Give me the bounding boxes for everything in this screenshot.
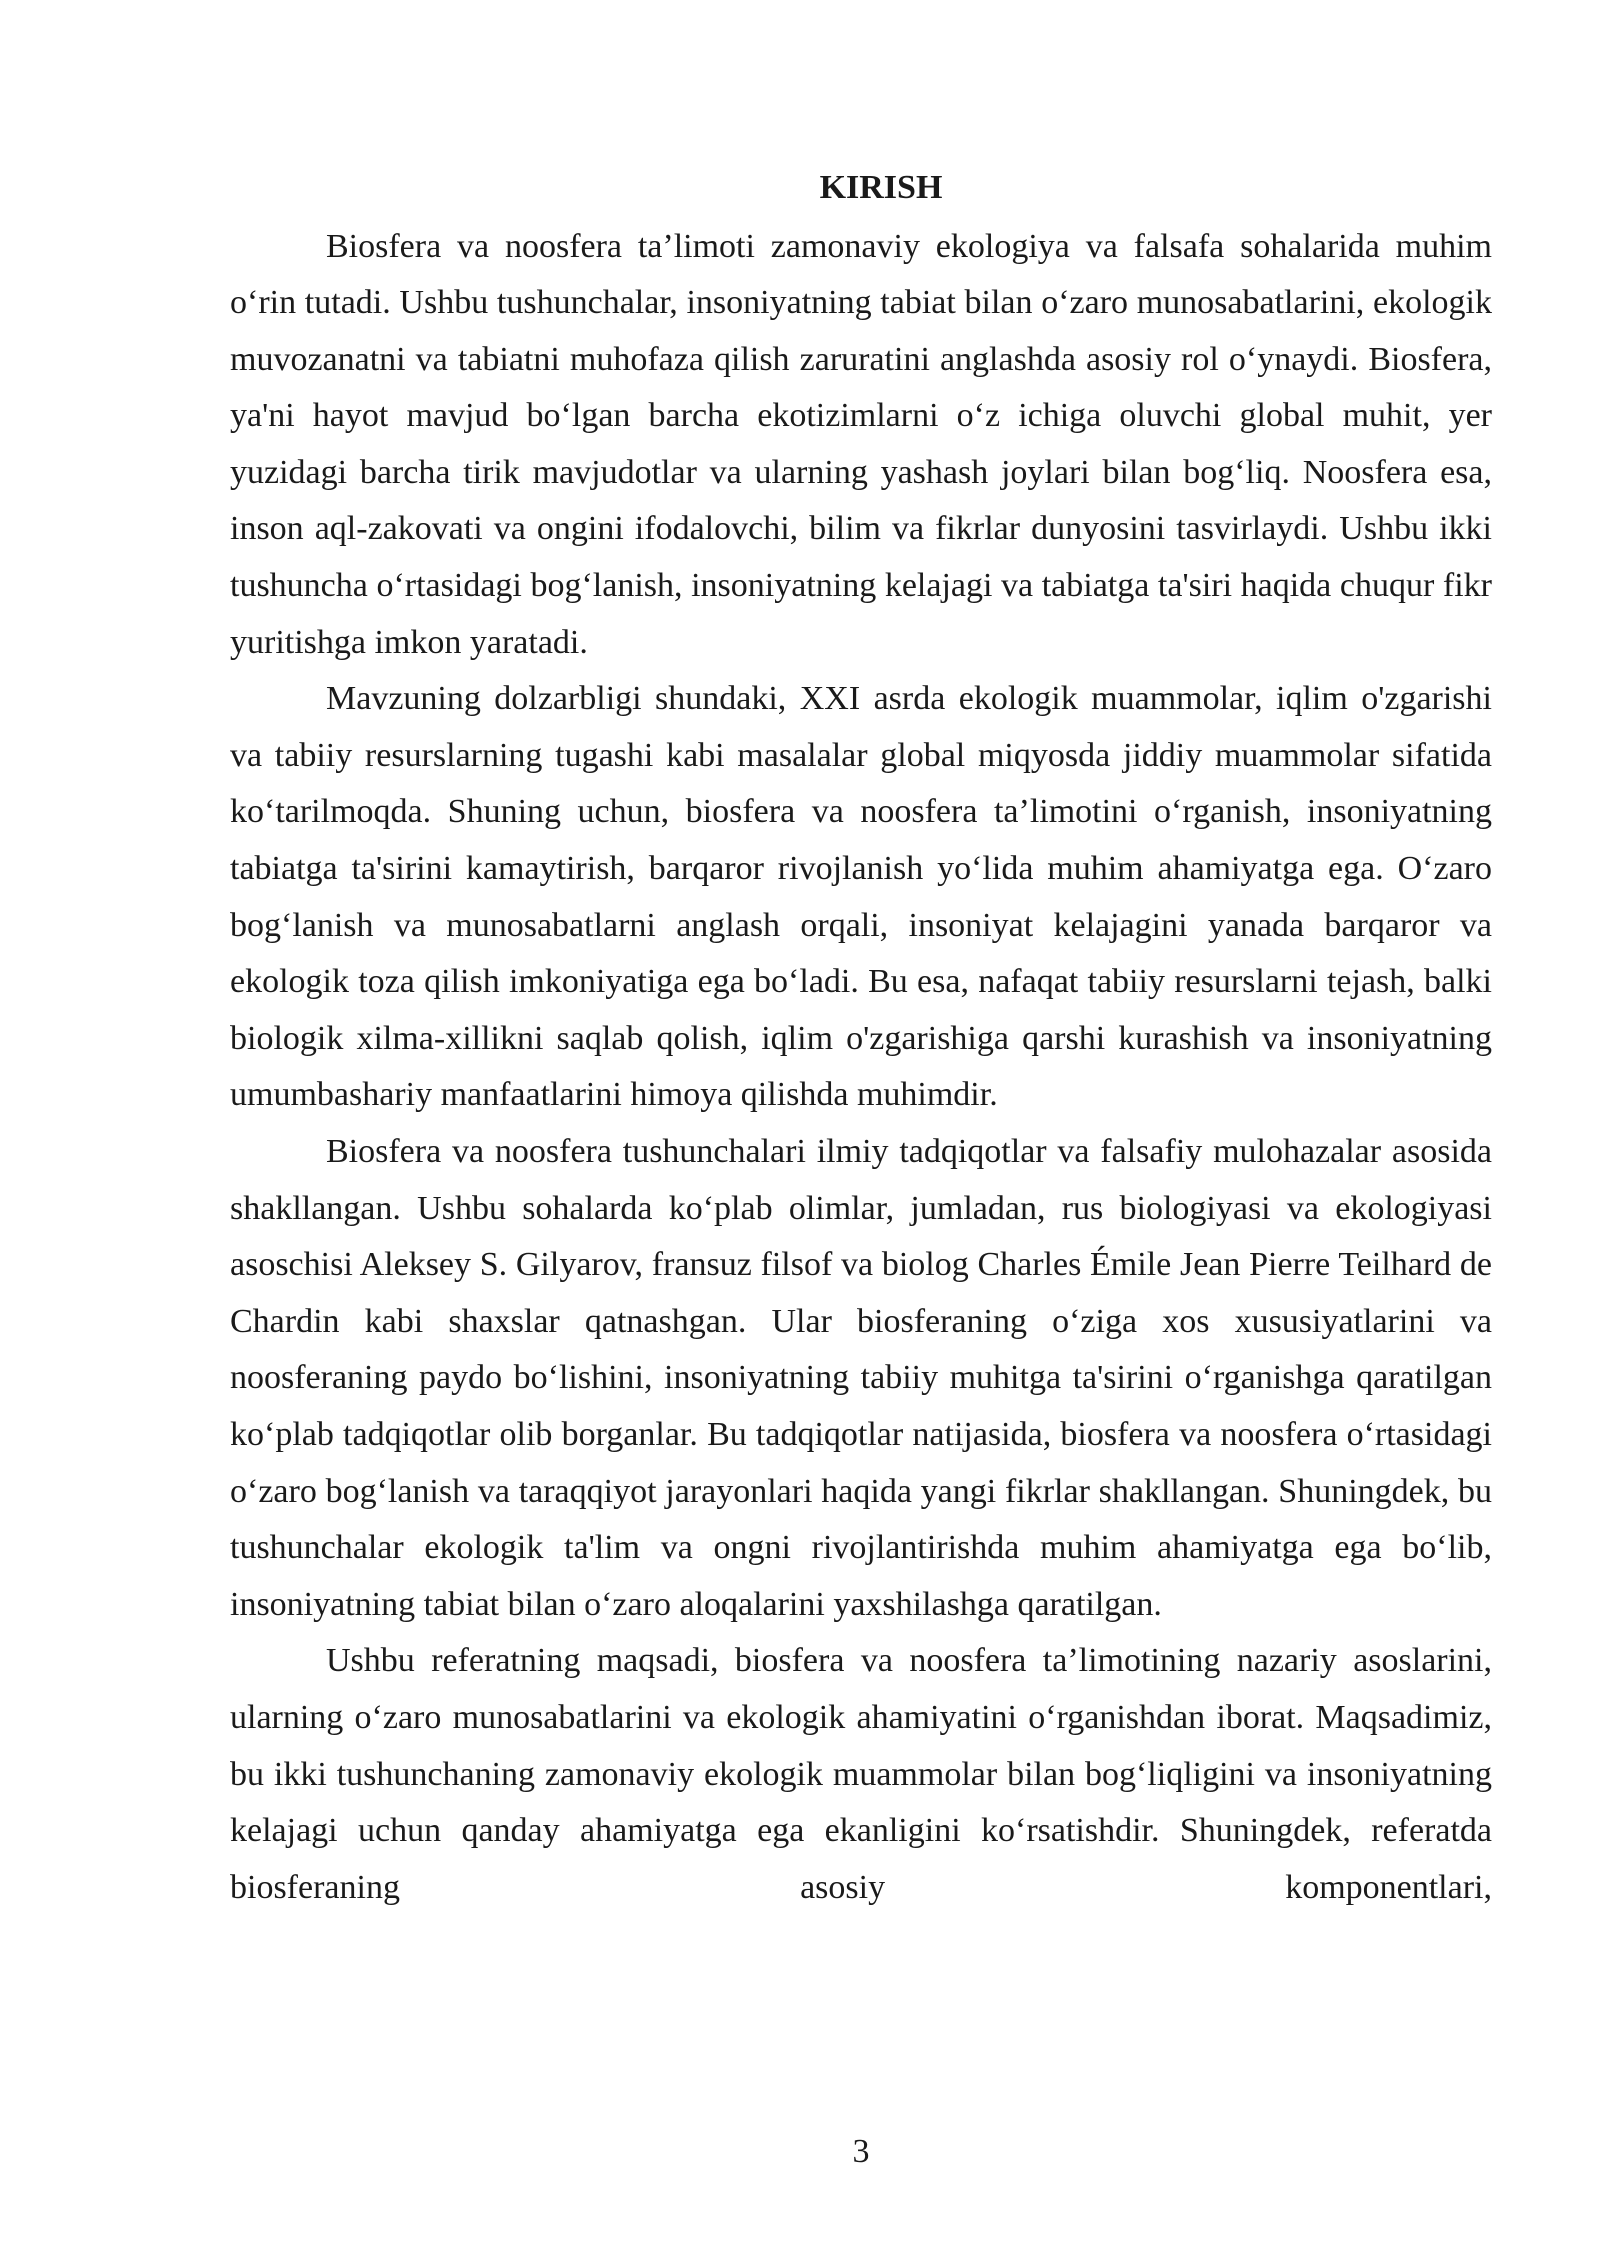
- paragraph-4: Ushbu referatning maqsadi, biosfera va noosfera ta’limotining nazariy asoslarini, ularning o‘zaro munosabatlarini va ekologik ahamiyatini o‘rganishdan iborat. Maqsadimiz, bu ikki tushunchaning zamonaviy ekologik muammolar bilan bog‘liqligini va insoniyatning kelajagi uchun qanday ahamiyatga ega ekanligini ko‘rsatishdir. Shuningdek, referatda biosferaning asosiy komponentlari,: [230, 1642, 1492, 1906]
- document-page: [230, 160, 1492, 1916]
- page-title: KIRISH: [819, 169, 943, 206]
- paragraph-1: Biosfera va noosfera ta’limoti zamonaviy ekologiya va falsafa sohalarida muhim o‘rin tutadi. Ushbu tushunchalar, insoniyatning tabiat bilan o‘zaro munosabatlarini, ekologik muvozanatni va tabiatni muhofaza qilish zaruratini anglashda asosiy rol o‘ynaydi. Biosfera, ya'ni hayot mavjud bo‘lgan barcha ekotizimlarni o‘z ichiga oluvchi global muhit, yer yuzidagi barcha tirik mavjudotlar va ularning yashash joylari bilan bog‘liq. Noosfera esa, inson aql-zakovati va ongini ifodalovchi, bilim va fikrlar dunyosini tasvirlaydi. Ushbu ikki tushuncha o‘rtasidagi bog‘lanish, insoniyatning kelajagi va tabiatga ta'siri haqida chuqur fikr yuritishga imkon yaratadi.: [230, 227, 1492, 661]
- paragraph-2: Mavzuning dolzarbligi shundaki, XXI asrda ekologik muammolar, iqlim o'zgarishi va tabiiy resurslarning tugashi kabi masalalar global miqyosda jiddiy muammolar sifatida ko‘tarilmoqda. Shuning uchun, biosfera va noosfera ta’limotini o‘rganish, insoniyatning tabiatga ta'sirini kamaytirish, barqaror rivojlanish yo‘lida muhim ahamiyatga ega. O‘zaro bog‘lanish va munosabatlarni anglash orqali, insoniyat kelajagini yanada barqaror va ekologik toza qilish imkoniyatiga ega bo‘ladi. Bu esa, nafaqat tabiiy resurslarni tejash, balki biologik xilma-xillikni saqlab qolish, iqlim o'zgarishiga qarshi kurashish va insoniyatning umumbashariy manfaatlarini himoya qilishda muhimdir.: [230, 680, 1492, 1114]
- page-number: 3: [852, 2133, 870, 2170]
- paragraph-3: Biosfera va noosfera tushunchalari ilmiy tadqiqotlar va falsafiy mulohazalar asosida shakllangan. Ushbu sohalarda ko‘plab olimlar, jumladan, rus biologiyasi va ekologiyasi asoschisi Aleksey S. Gilyarov, fransuz filsof va biolog Charles Émile Jean Pierre Teilhard de Chardin kabi shaxslar qatnashgan. Ular biosferaning o‘ziga xos xususiyatlarini va noosferaning paydo bo‘lishini, insoniyatning tabiiy muhitga ta'sirini o‘rganishga qaratilgan ko‘plab tadqiqotlar olib borganlar. Bu tadqiqotlar natijasida, biosfera va noosfera o‘rtasidagi o‘zaro bog‘lanish va taraqqiyot jarayonlari haqida yangi fikrlar shakllangan. Shuningdek, bu tushunchalar ekologik ta'lim va ongni rivojlantirishda muhim ahamiyatga ega bo‘lib, insoniyatning tabiat bilan o‘zaro aloqalarini yaxshilashga qaratilgan.: [230, 1133, 1492, 1623]
